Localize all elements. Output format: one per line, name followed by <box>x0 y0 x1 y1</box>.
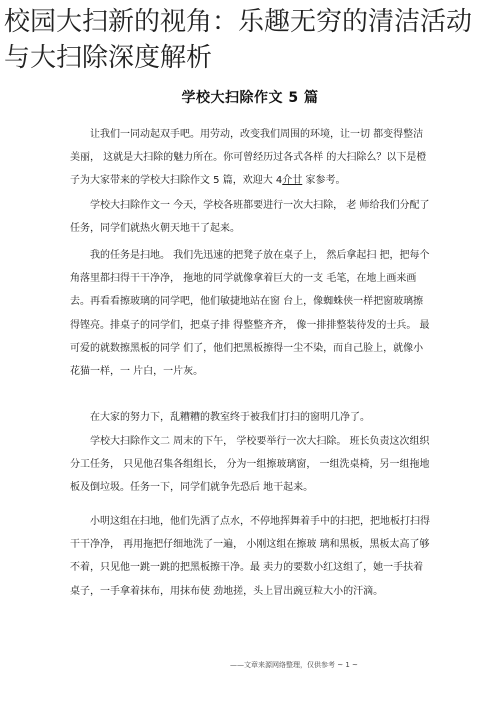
essay-1-paragraph-3: 在大家的努力下，乱糟糟的教室终于被我们打扫的窗明几净了。 <box>90 412 370 423</box>
document-title: 学校大扫除作文 5 篇 <box>181 90 319 106</box>
document-footer: ——文章来源网络整理，仅供参考 ~ 1 ~ <box>230 661 358 669</box>
essay-1-paragraph-2: 我的任务是扫地。 我们先迅速的把凳子放在桌子上， 然后拿起扫 把，把每个角落里都扫得干干净净， 拖地的同学就像拿着巨大的一支 毛笔，在地上画来画去。再看看擦玻璃的同学吧，他们敏捷地站在窗 台上，像蜘蛛侠一样把窗玻璃擦得铿亮。排桌子的同学们，把桌子排 得整整齐齐， 像一排排整装待发的士兵。 最可爱的就数擦黑板的同学 们了，他们把黑板擦得一尘不染，而自己脸上，就像小花猫一样，一 片白，一片灰。 <box>70 250 430 378</box>
intro-underlined-text: 介廿 <box>282 175 303 187</box>
article-headline: 校园大扫新的视角：乐趣无穷的清洁活动与大扫除深度解析 <box>4 7 473 73</box>
essay-2-paragraph-2: 小明这组在扫地，他们先洒了点水，不停地挥舞着手中的扫把，把地板打扫得干干净净， 再用拖把仔细地洗了一遍， 小刚这组在擦玻 璃和黑板，黑板太高了够不着，只见他一跳一跳的把黑板擦干净。最 卖力的要数小红这组了，她一手扶着桌子，一手拿着抹布，用抹布使 劲地搓，头上冒出豌豆粒大小的汗滴。 <box>70 516 430 597</box>
intro-paragraph <box>70 123 430 193</box>
essay-1-paragraph-1: 学校大扫除作文一 今天，学校各班都要进行一次大扫除， 老 师给我们分配了任务，同学们就热火朝天地干了起来。 <box>70 200 430 235</box>
essay-2-paragraph-1: 学校大扫除作文二 周末的下午， 学校要举行一次大扫除。 班长负责这次组织分工任务， 只见他召集各组组长， 分为一组擦玻璃窗， 一组洗桌椅，另一组拖地板及倒垃圾。任务一下，同学们就争先恐后 地干起来。 <box>70 436 430 494</box>
document-page <box>0 84 500 708</box>
intro-text-end: 家参考。 <box>302 175 346 187</box>
intro-text: 让我们一同动起双手吧。用劳动，改变我们周围的环境，让一切 都变得整洁美丽， 这就是大扫除的魅力所在。你可曾经历过各式各样 的大扫除么？以下是橙子为大家带来的学校大扫除作文 5 篇，欢迎大 4 <box>70 129 427 187</box>
